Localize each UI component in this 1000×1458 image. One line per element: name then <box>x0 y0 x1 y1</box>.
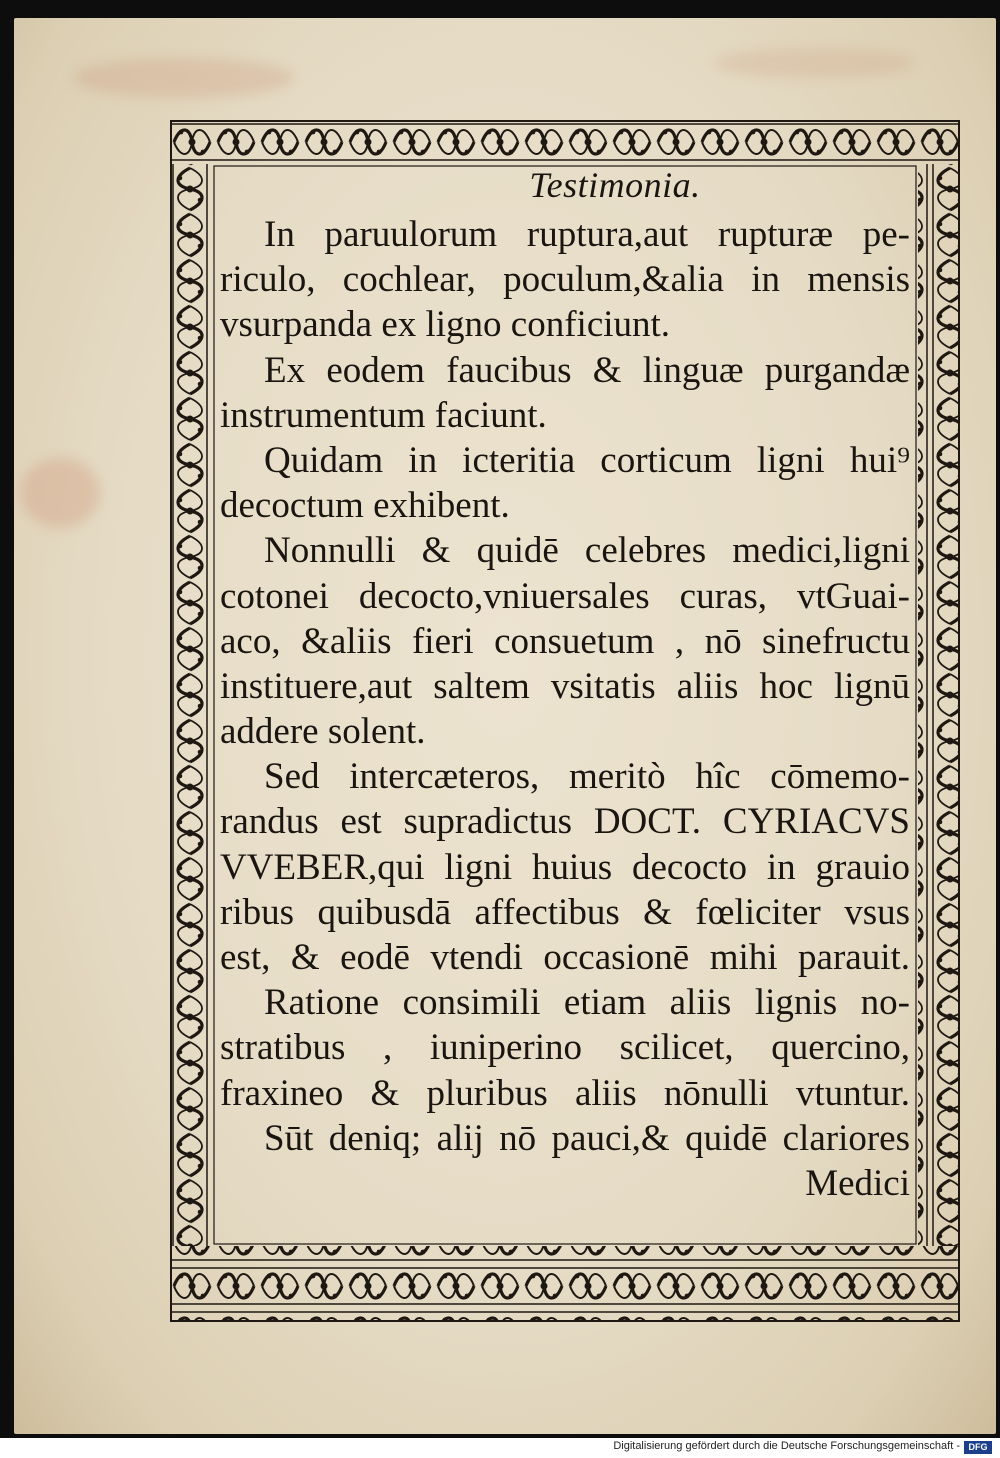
text-line: riculo, cochlear, poculum,&alia in mensis <box>220 259 910 301</box>
text-line: decoctum exhibent. <box>220 485 510 527</box>
paper-stain <box>74 58 294 98</box>
text-line: Ratione consimili etiam aliis lignis no- <box>264 982 910 1024</box>
footer-credit: Digitalisierung gefördert durch die Deutsche Forschungsgemeinschaft - <box>613 1440 960 1452</box>
text-line: In paruulorum ruptura,aut rupturæ pe- <box>264 214 910 255</box>
paper-stain <box>714 48 914 78</box>
text-line: fraxineo & pluribus aliis nōnulli vtuntur. <box>220 1072 910 1114</box>
page-text <box>220 160 910 1240</box>
text-line: aco, &aliis fieri consuetum , nō sinefructu <box>220 620 910 662</box>
text-line: est, & eodē vtendi occasionē mihi parauit. <box>220 937 910 978</box>
running-heading: Testimonia. <box>529 165 701 205</box>
text-line: vsurpanda ex ligno conficiunt. <box>220 304 671 346</box>
text-line: Nonnulli & quidē celebres medici,ligni <box>264 530 910 572</box>
paper-stain <box>20 458 100 528</box>
text-line: stratibus , iuniperino scilicet, quercino, <box>220 1027 910 1069</box>
catchword: Medici <box>805 1162 910 1204</box>
text-line: Ex eodem faucibus & linguæ purgandæ <box>264 349 910 391</box>
text-line: Sūt deniq; alij nō pauci,& quidē clariores <box>264 1117 910 1159</box>
text-line: instituere,aut saltem vsitatis aliis hoc lignū <box>220 665 910 707</box>
dfg-logo-icon: DFG <box>964 1441 992 1454</box>
text-line: Sed intercæteros, meritò hîc cōmemo- <box>264 756 910 798</box>
text-line: cotonei decocto,vniuersales curas, vtGuai- <box>220 575 910 617</box>
text-line: Quidam in icteritia corticum ligni hui⁹ <box>264 439 910 481</box>
text-line: randus est supradictus DOCT. CYRIACVS <box>220 801 910 843</box>
footer-bar <box>0 1438 1000 1458</box>
text-line: ribus quibusdā affectibus & fœliciter vsus <box>220 891 910 933</box>
text-line: instrumentum faciunt. <box>220 394 547 436</box>
text-line: addere solent. <box>220 711 426 753</box>
text-line: VVEBER,qui ligni huius decocto in grauio <box>220 846 910 888</box>
